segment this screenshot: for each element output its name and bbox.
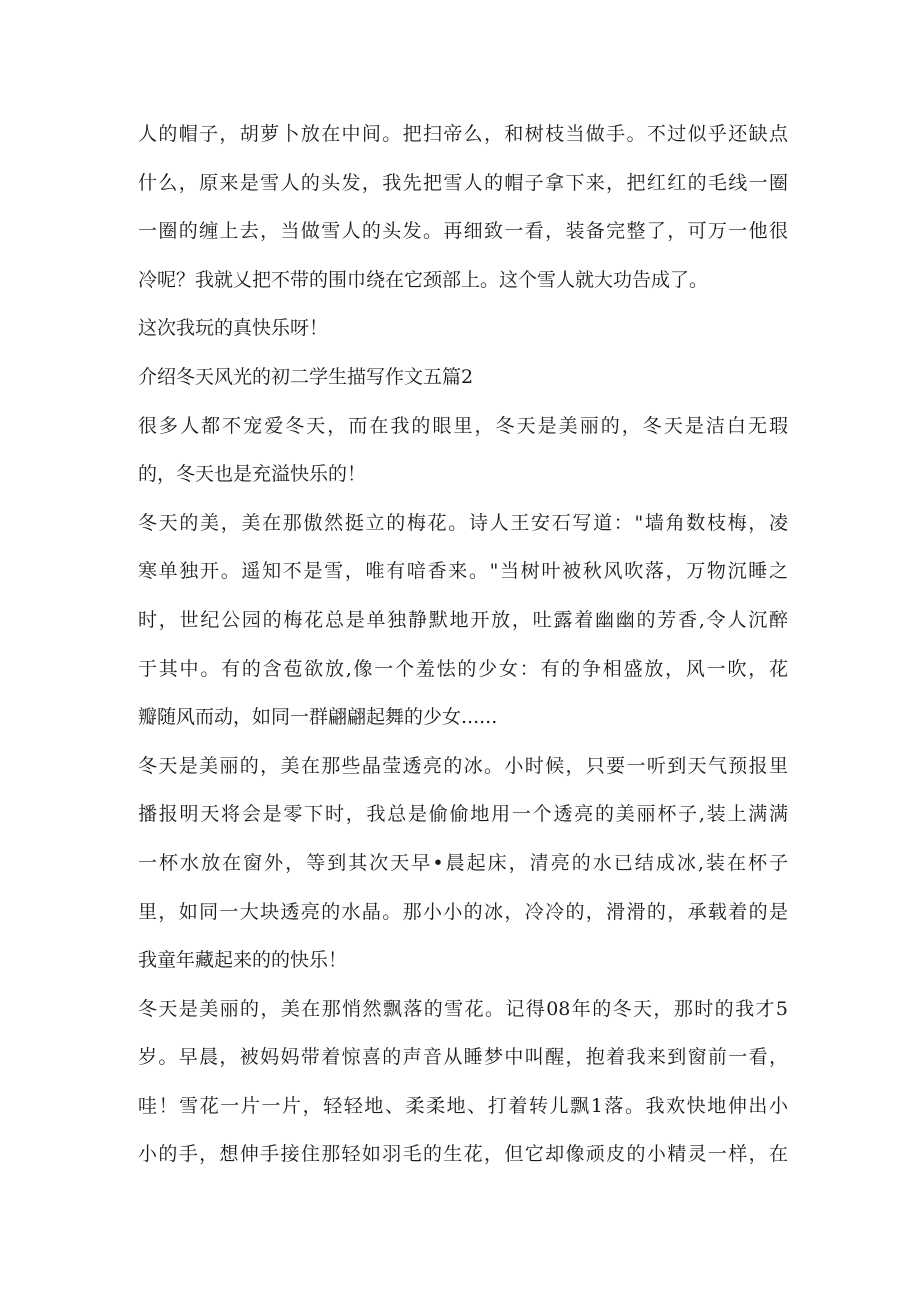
text-line-3: 一圈的缠上去，当做雪人的头发。再细致一看，装备完整了，可万一他很 xyxy=(138,220,788,243)
text-line-7: 很多人都不宠爱冬天，而在我的眼里，冬天是美丽的，冬天是洁白无瑕 xyxy=(138,414,788,437)
text-line-22: 小的手，想伸手接住那轻如羽毛的生花，但它却像顽皮的小精灵一样，在 xyxy=(138,1143,788,1166)
text-line-19: 冬天是美丽的，美在那悄然飘落的雪花。记得08年的冬天，那时的我才5 xyxy=(138,997,788,1020)
text-line-20: 岁。早晨，被妈妈带着惊喜的声音从睡梦中叫醒，抱着我来到窗前一看， xyxy=(138,1046,788,1069)
text-line-15: 播报明天将会是零下时，我总是偷偷地用一个透亮的美丽杯子,装上满满 xyxy=(138,803,788,826)
text-line-9: 冬天的美，美在那傲然挺立的梅花。诗人王安石写道："墙角数枝梅，凌 xyxy=(138,511,788,534)
text-line-11: 时，世纪公园的梅花总是单独静默地开放，吐露着幽幽的芳香,令人沉醉 xyxy=(138,608,788,631)
text-line-16: 一杯水放在窗外，等到其次天早•晨起床，清亮的水已结成冰,装在杯子 xyxy=(138,851,788,874)
text-line-17: 里，如同一大块透亮的水晶。那小小的冰，冷冷的，滑滑的，承载着的是 xyxy=(138,900,788,923)
text-line-10: 寒单独开。遥知不是雪，唯有喑香来。"当树叶被秋风吹落，万物沉睡之 xyxy=(138,560,788,583)
section-heading: 介绍冬天风光的初二学生描写作文五篇2 xyxy=(138,365,474,388)
document-body xyxy=(138,110,788,1179)
text-line-2: 什么，原来是雪人的头发，我先把雪人的帽子拿下来，把红红的毛线一圈 xyxy=(138,171,788,194)
text-line-8: 的，冬天也是充溢快乐的！ xyxy=(138,463,367,486)
text-line-1: 人的帽子，胡萝卜放在中间。把扫帝么，和树枝当做手。不过似乎还缺点 xyxy=(138,123,788,145)
text-line-5: 这次我玩的真快乐呀！ xyxy=(138,317,329,340)
text-line-21: 哇！雪花一片一片，轻轻地、柔柔地、打着转儿飘1落。我欢快地伸出小 xyxy=(138,1094,788,1117)
text-line-13: 瓣随风而动，如同一群翩翩起舞的少女...... xyxy=(138,706,498,729)
text-line-14: 冬天是美丽的，美在那些晶莹透亮的冰。小时候，只要一听到天气预报里 xyxy=(138,754,788,777)
text-line-18: 我童年藏起来的的快乐！ xyxy=(138,949,348,972)
text-line-12: 于其中。有的含苞欲放,像一个羞怯的少女：有的争相盛放，风一吹，花 xyxy=(138,657,788,680)
text-line-4: 冷呢？我就乂把不带的围巾绕在它颈部上。这个雪人就大功告成了。 xyxy=(138,268,709,291)
